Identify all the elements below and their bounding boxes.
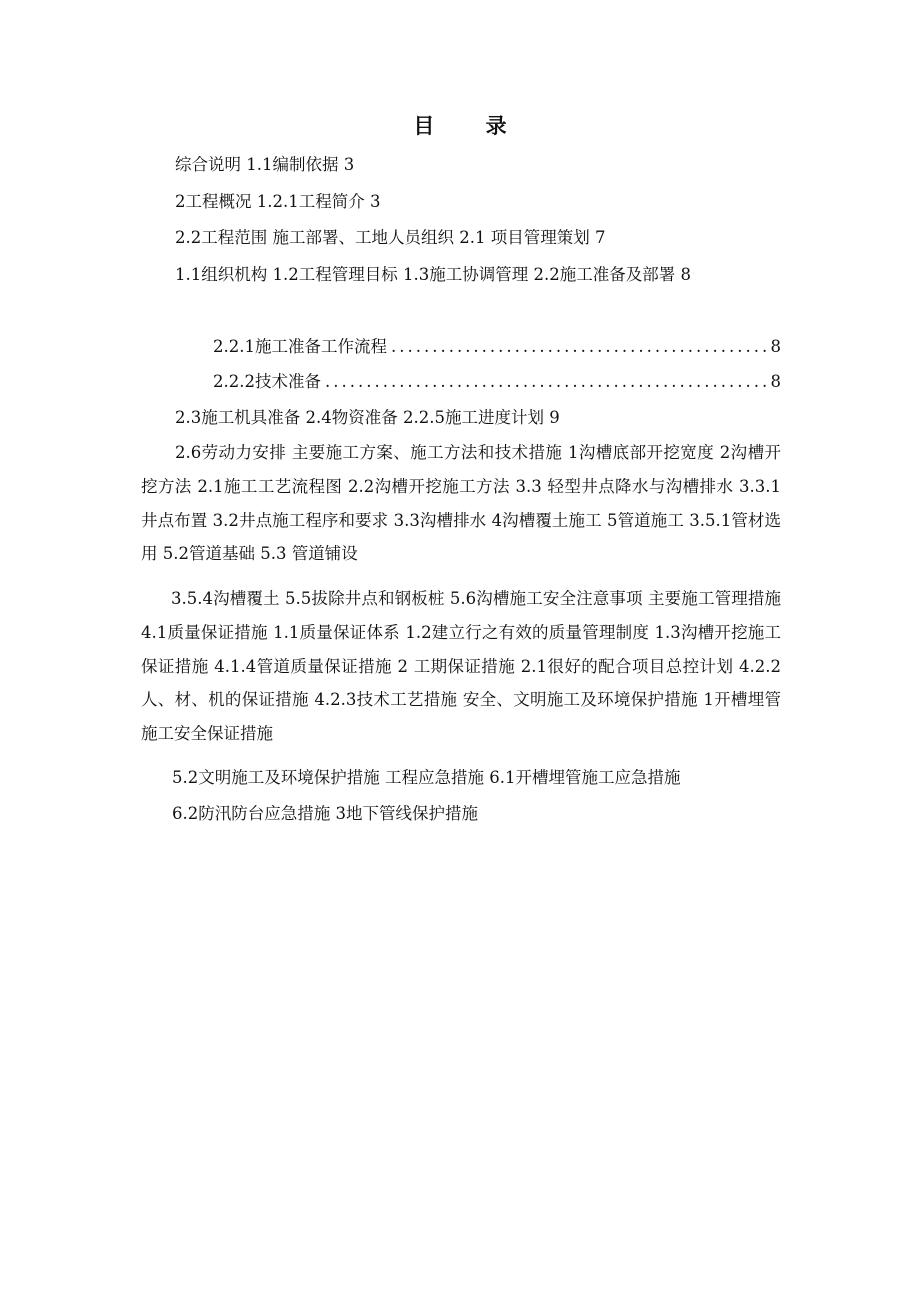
toc-entry-label: 2.2.2技术准备 <box>213 372 321 391</box>
toc-paragraph-3 <box>141 582 781 751</box>
toc-paragraph-1-text: 1.1组织机构 1.2工程管理目标 1.3施工协调管理 2.2施工准备及部署 8 <box>175 265 691 284</box>
toc-line-6: 6.2防汛防台应急措施 3地下管线保护措施 <box>172 804 478 823</box>
dot-leader <box>325 370 767 394</box>
toc-entry-label: 2.2.1施工准备工作流程 <box>213 337 387 356</box>
toc-paragraph-2 <box>141 436 781 571</box>
toc-line-1: 综合说明 1.1编制依据 3 <box>175 155 355 174</box>
toc-paragraph-1 <box>141 258 781 292</box>
toc-entry-page: 8 <box>770 372 781 391</box>
toc-line-5: 5.2文明施工及环境保护措施 工程应急措施 6.1开槽埋管施工应急措施 <box>172 768 681 787</box>
toc-paragraph-3-text: 3.5.4沟槽覆土 5.5拔除井点和钢板桩 5.6沟槽施工安全注意事项 主要施工管理措施 4.1质量保证措施 1.1质量保证体系 1.2建立行之有效的质量管理制度 1.3沟槽开挖施工保证措施 4.1.4管道质量保证措施 2 工期保证措施 2.1很好的配合项目总控计划 4.2.2人、材、机的保证措施 4.2.3技术工艺措施 安全、文明施工及环境保护措施 1开槽埋管施工安全保证措施 <box>141 589 781 744</box>
dot-leader <box>391 335 767 359</box>
toc-line-2: 2工程概况 1.2.1工程简介 3 <box>175 192 381 211</box>
toc-title: 目 录 <box>413 113 529 138</box>
toc-line-3: 2.2工程范围 施工部署、工地人员组织 2.1 项目管理策划 7 <box>175 228 606 247</box>
toc-line-4: 2.3施工机具准备 2.4物资准备 2.2.5施工进度计划 9 <box>175 408 560 427</box>
toc-entry-2-2-2[interactable] <box>213 370 781 394</box>
toc-entry-page: 8 <box>770 337 781 356</box>
toc-entry-2-2-1[interactable] <box>213 335 781 359</box>
toc-paragraph-2-text: 2.6劳动力安排 主要施工方案、施工方法和技术措施 1沟槽底部开挖宽度 2沟槽开挖方法 2.1施工工艺流程图 2.2沟槽开挖施工方法 3.3 轻型井点降水与沟槽排水 3.3.1井点布置 3.2井点施工程序和要求 3.3沟槽排水 4沟槽覆土施工 5管道施工 3.5.1管材选用 5.2管道基础 5.3 管道铺设 <box>141 443 781 564</box>
